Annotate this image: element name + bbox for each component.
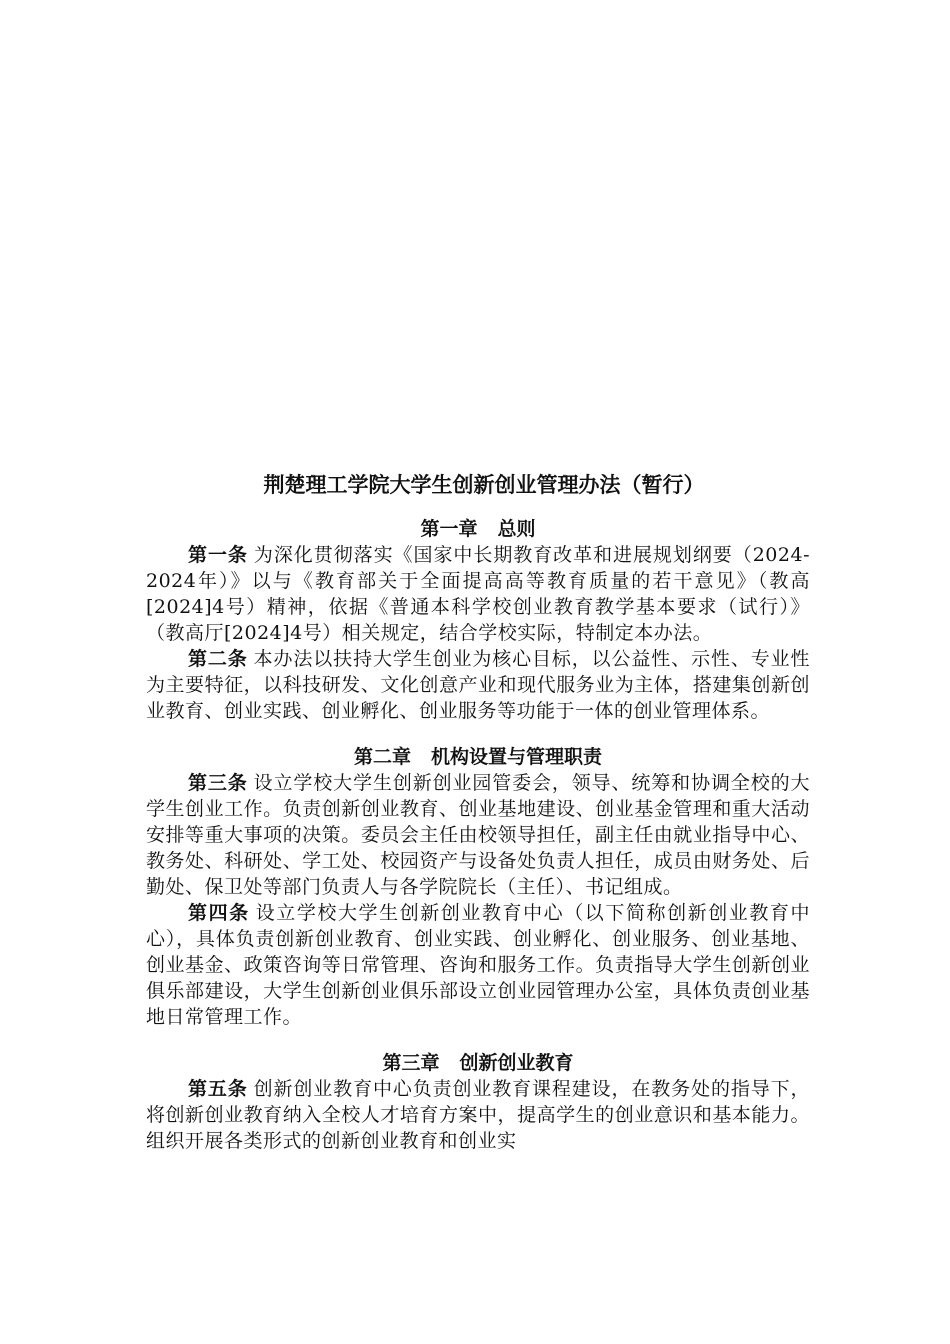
document-title: 荆楚理工学院大学生创新创业管理办法（暂行）	[263, 472, 705, 497]
article-number: 第二条	[188, 648, 248, 670]
article-number: 第五条	[188, 1078, 248, 1100]
article-paragraph	[146, 770, 810, 900]
article-number: 第四条	[188, 902, 250, 924]
chapter-heading	[146, 1050, 810, 1076]
article-paragraph	[146, 646, 810, 724]
section-spacer	[146, 1030, 810, 1050]
chapter-heading	[146, 516, 810, 542]
article-paragraph	[146, 900, 810, 1030]
chapter-number: 第三章	[382, 1052, 440, 1074]
chapter-heading	[146, 744, 810, 770]
article-number: 第一条	[188, 544, 248, 566]
article-text: 设立学校大学生创新创业园管委会，领导、统筹和协调全校的大学生创业工作。负责创新创业教育、创业基地建设、创业基金管理和重大活动安排等重大事项的决策。委员会主任由校领导担任，副主任由就业指导中心、教务处、科研处、学工处、校园资产与设备处负责人担任，成员由财务处、后勤处、保卫处等部门负责人与各学院院长（主任）、书记组成。	[146, 772, 810, 898]
article-text: 创新创业教育中心负责创业教育课程建设，在教务处的指导下，将创新创业教育纳入全校人才培育方案中，提高学生的创业意识和基本能力。组织开展各类形式的创新创业教育和创业实	[146, 1078, 810, 1152]
article-paragraph	[146, 542, 810, 646]
section-spacer	[146, 724, 810, 744]
article-text: 为深化贯彻落实《国家中长期教育改革和进展规划纲要（2024-2024年）》以与《教育部关于全面提高高等教育质量的若干意见》（教高[2024]4号）精神，依据《普通本科学校创业教育教学基本要求（试行）》（教高厅[2024]4号）相关规定，结合学校实际，特制定本办法。	[146, 544, 810, 644]
document-body	[146, 470, 810, 1154]
article-text: 本办法以扶持大学生创业为核心目标，以公益性、示性、专业性为主要特征，以科技研发、文化创意产业和现代服务业为主体，搭建集创新创业教育、创业实践、创业孵化、创业服务等功能于一体的创业管理体系。	[146, 648, 810, 722]
chapter-number: 第二章	[353, 746, 411, 768]
article-text: 设立学校大学生创新创业教育中心（以下简称创新创业教育中心），具体负责创新创业教育、创业实践、创业孵化、创业服务、创业基地、创业基金、政策咨询等日常管理、咨询和服务工作。负责指导大学生创新创业俱乐部建设，大学生创新创业俱乐部设立创业园管理办公室，具体负责创业基地日常管理工作。	[146, 902, 810, 1028]
chapter-number: 第一章	[420, 518, 478, 540]
article-number: 第三条	[188, 772, 248, 794]
chapter-name: 总则	[497, 518, 536, 540]
chapter-name: 机构设置与管理职责	[431, 746, 603, 768]
article-paragraph	[146, 1076, 810, 1154]
chapter-name: 创新创业教育	[459, 1052, 574, 1074]
